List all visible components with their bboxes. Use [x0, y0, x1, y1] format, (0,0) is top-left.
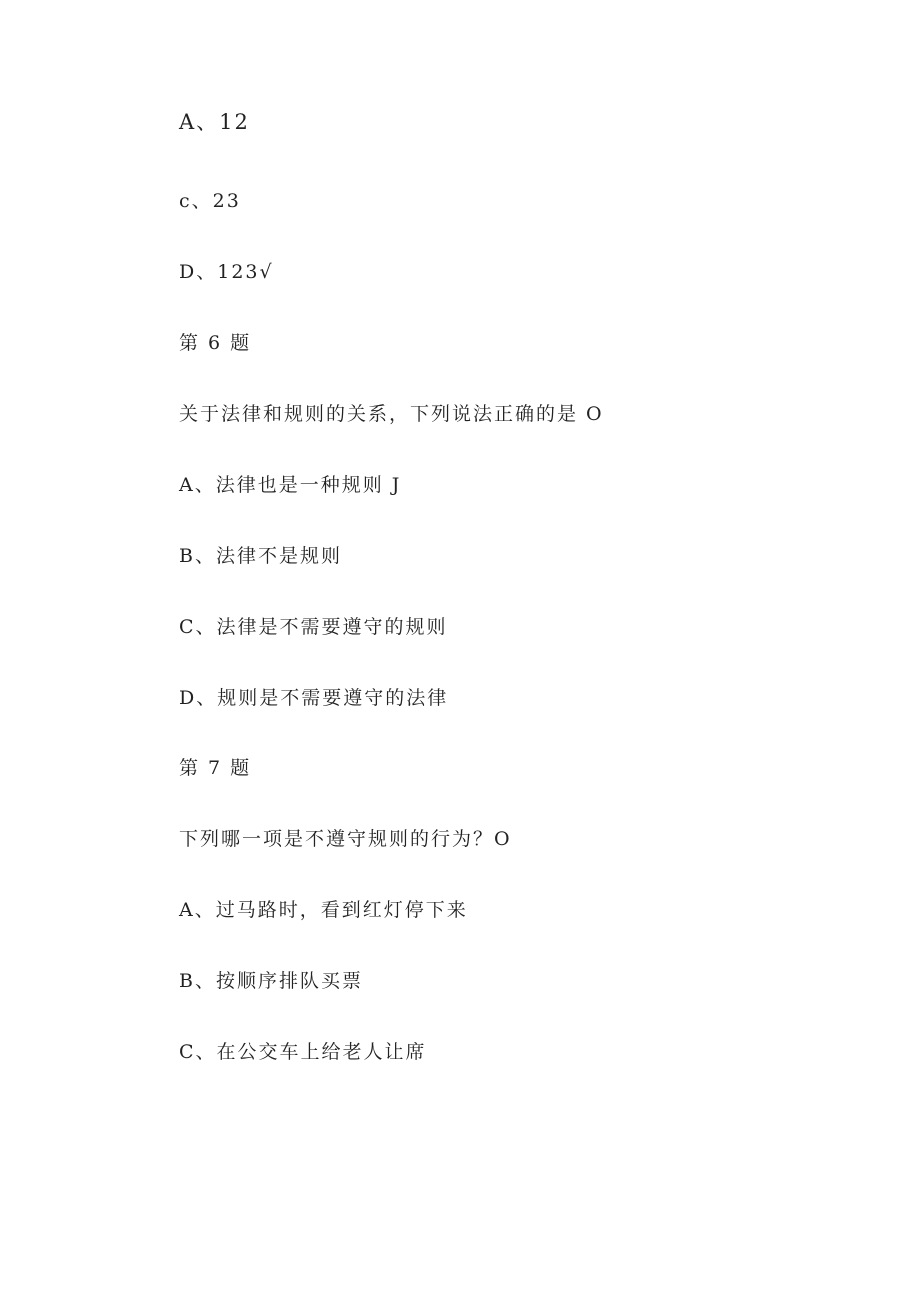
question-6-heading: 第 6 题: [179, 332, 252, 354]
option-d-q5: D、123√: [179, 261, 274, 283]
option-a-q6: A、法律也是一种规则 J: [179, 474, 402, 496]
option-b-q6: B、法律不是规则: [179, 545, 342, 567]
question-6-text: 关于法律和规则的关系，下列说法正确的是 O: [179, 403, 604, 425]
option-d-q6: D、规则是不需要遵守的法律: [179, 687, 449, 709]
option-a-q7: A、过马路时，看到红灯停下来: [179, 899, 468, 921]
option-b-q7: B、按顺序排队买票: [179, 970, 363, 992]
option-c-q7: C、在公交车上给老人让席: [179, 1041, 427, 1063]
option-c-q5: c、23: [179, 190, 241, 212]
option-a-q5: A、12: [179, 110, 250, 134]
question-7-text: 下列哪一项是不遵守规则的行为？O: [179, 828, 512, 850]
question-7-heading: 第 7 题: [179, 757, 252, 779]
option-c-q6: C、法律是不需要遵守的规则: [179, 616, 448, 638]
